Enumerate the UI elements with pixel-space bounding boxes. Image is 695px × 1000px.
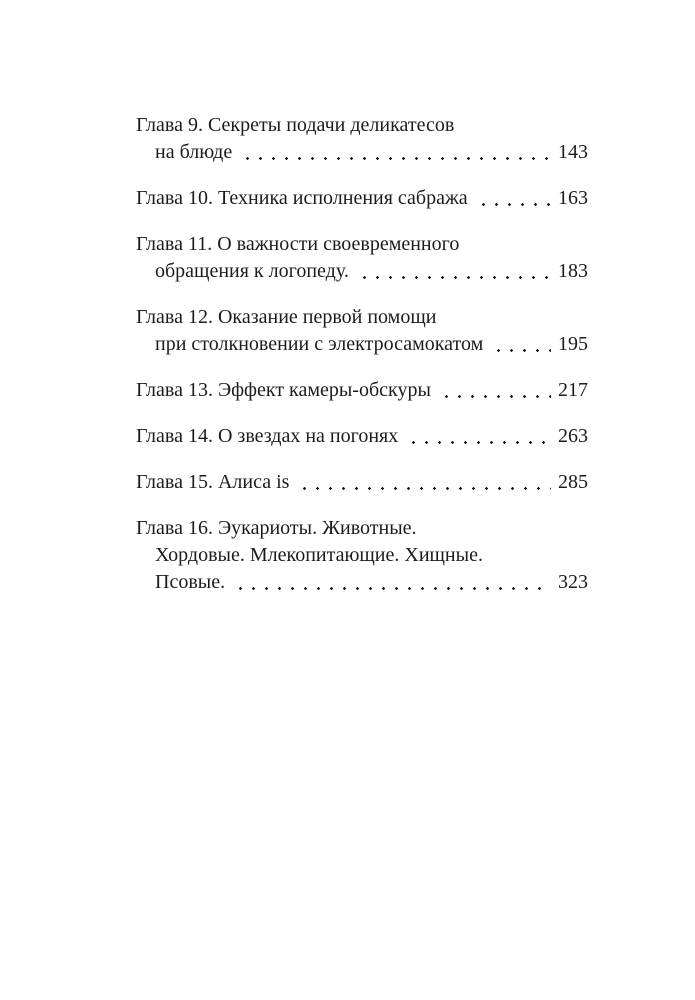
toc-entry-row [136, 185, 588, 212]
chapter-title-line: Глава 16. Эукариоты. Животные. [136, 517, 417, 539]
toc-entry-row [136, 423, 588, 450]
dot-leader [473, 185, 551, 212]
chapter-title-line: Глава 13. Эффект камеры-обскуры [136, 379, 431, 401]
chapter-title-line: на блюде [155, 141, 233, 163]
chapter-title-line: обращения к логопеду. [155, 260, 349, 282]
toc-entry [136, 185, 588, 212]
chapter-title-line: Глава 14. О звездах на погонях [136, 425, 399, 447]
chapter-title-line: Глава 15. Алиса is [136, 471, 290, 493]
toc-entry [136, 515, 588, 596]
page-number: 285 [558, 471, 588, 493]
toc-entry [136, 469, 588, 496]
dot-leader [237, 139, 551, 166]
dot-leader [354, 258, 551, 285]
toc-entry [136, 112, 588, 166]
dot-leader [230, 569, 551, 596]
toc-entry-row [136, 139, 588, 166]
toc-entry-row [136, 377, 588, 404]
dot-leader [436, 377, 551, 404]
chapter-title-line: Глава 9. Секреты подачи деликатесов [136, 114, 455, 136]
page-number: 263 [558, 425, 588, 447]
chapter-title-line: Хордовые. Млекопитающие. Хищные. [155, 544, 483, 566]
page-number: 163 [558, 187, 588, 209]
chapter-title-line: Глава 10. Техника исполнения сабража [136, 187, 468, 209]
toc-entry [136, 377, 588, 404]
dot-leader [294, 469, 551, 496]
dot-leader [403, 423, 551, 450]
chapter-title-line: Глава 11. О важности своевременного [136, 233, 460, 255]
toc-entry-row [136, 331, 588, 358]
toc-entry [136, 231, 588, 285]
chapter-title-line: Глава 12. Оказание первой помощи [136, 306, 437, 328]
page-number: 195 [558, 333, 588, 355]
dot-leader [488, 331, 551, 358]
chapter-title-line: при столкновении с электросамокатом [155, 333, 484, 355]
page-number: 217 [558, 379, 588, 401]
toc-entry-row [136, 258, 588, 285]
page-number: 183 [558, 260, 588, 282]
toc-entry-row [136, 469, 588, 496]
toc-entry-row [136, 569, 588, 596]
toc-entry [136, 423, 588, 450]
page-number: 323 [558, 571, 588, 593]
page-number: 143 [558, 141, 588, 163]
chapter-title-line: Псовые. [155, 571, 226, 593]
toc-entry [136, 304, 588, 358]
